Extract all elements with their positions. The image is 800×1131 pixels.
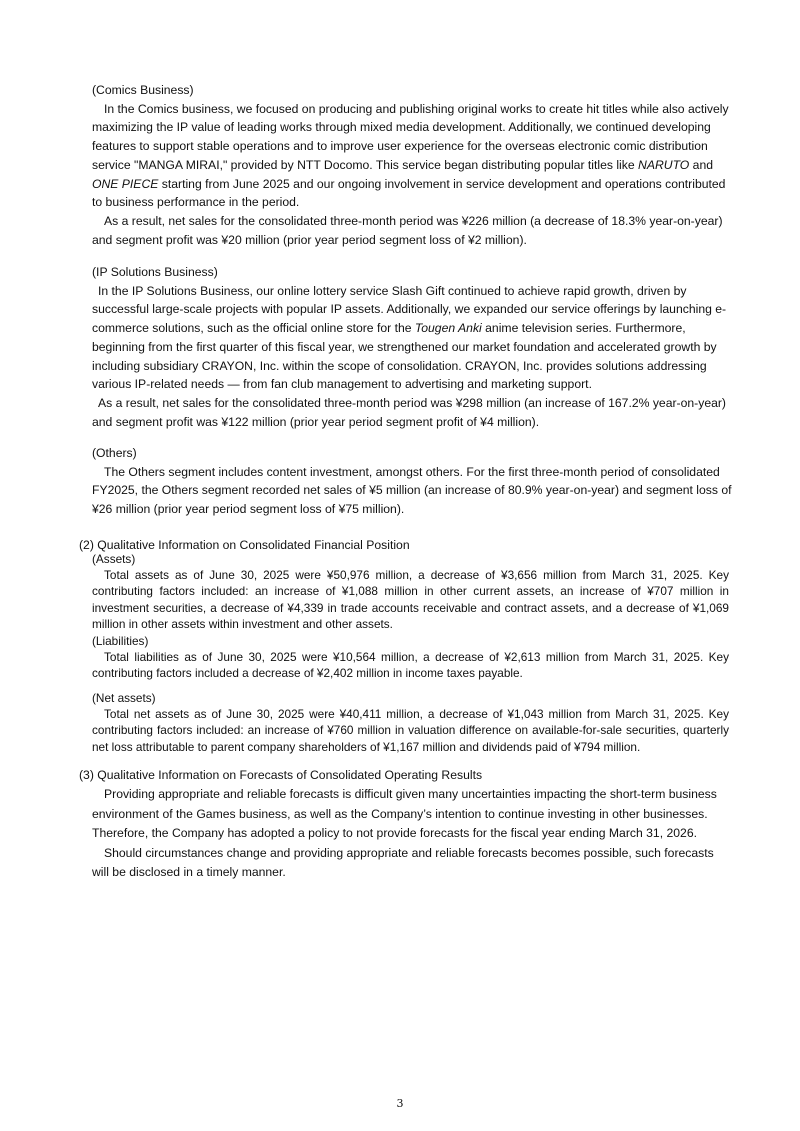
liabilities-text: Total liabilities as of June 30, 2025 were ¥10,564 million, a decrease of ¥2,613 million from March 31, 2025. Key contributing factors included a decrease of ¥2,402 million in income taxes payable. [92,650,729,681]
liabilities-heading: (Liabilities) [92,634,149,648]
ip-solutions-heading: (IP Solutions Business) [92,265,218,279]
comics-p1-and: and [689,157,714,172]
comics-paragraph-1 [92,100,732,212]
financial-position-heading: (2) Qualitative Information on Consolidated Financial Position [79,538,410,552]
assets-block [92,551,729,632]
ip-solutions-paragraph-2: As a result, net sales for the consolidated three-month period was ¥298 million (an increase of 167.2% year-on-year) and segment profit was ¥122 million (prior year period segment profit of ¥4 million). [92,395,726,429]
ip-solutions-paragraph-1 [92,282,732,394]
ip-p1-text-b: anime television series. Furthermore, beginning from the first quarter of this fiscal year, we strengthened our market foundation and accelerated growth by including subsidiary CRAYON, Inc. within the scope of consolidation. CRAYON, Inc. provides solutions addressing various IP-related needs — from fan club management to advertising and marketing support. [92,321,717,392]
liabilities-block [92,633,729,682]
title-tougen-anki: Tougen Anki [414,321,482,336]
forecasts-heading: (3) Qualitative Information on Forecasts of Consolidated Operating Results [79,768,483,782]
comics-p1-text-b: starting from June 2025 and our ongoing involvement in service development and operations contributed to business performance in the period. [92,176,726,210]
title-one-piece: ONE PIECE [92,176,159,191]
comics-business-section [92,81,732,249]
net-assets-block [92,690,729,755]
others-heading: (Others) [92,446,137,460]
comics-heading: (Comics Business) [92,83,194,97]
comics-p1-text-a: In the Comics business, we focused on producing and publishing original works to create hit titles while also actively maximizing the IP value of leading works through mixed media development. Additionally, we continued developing features to support stable operations and to improve user experience for the overseas electronic comic distribution service "MANGA MIRAI," provided by NTT Docomo. This service began distributing popular titles like [92,101,729,172]
page-number: 3 [396,1097,404,1110]
forecasts-paragraph-1: Providing appropriate and reliable forecasts is difficult given many uncertainties impacting the short-term business environment of the Games business, as well as the Company’s intention to continue investing in other businesses. Therefore, the Company has adopted a policy to not provide forecasts for the fiscal year ending March 31, 2026. [92,787,717,840]
ip-solutions-section [92,263,732,431]
ip-p1-text-a: In the IP Solutions Business, our online lottery service Slash Gift continued to achieve rapid growth, driven by successful large-scale projects with popular IP assets. Additionally, we expanded our service offerings by launching e-commerce solutions, such as the official online store for the [92,283,727,336]
net-assets-text: Total net assets as of June 30, 2025 were ¥40,411 million, a decrease of ¥1,043 million from March 31, 2025. Key contributing factors included: an increase of ¥760 million in valuation difference on available-for-sale securities, quarterly net loss attributable to parent company shareholders of ¥1,167 million and dividends paid of ¥794 million. [92,707,729,754]
others-section [92,444,732,519]
forecasts-paragraph-2: Should circumstances change and providing appropriate and reliable forecasts becomes possible, such forecasts will be disclosed in a timely manner. [92,845,714,879]
others-paragraph-1: The Others segment includes content investment, amongst others. For the first three-month period of consolidated FY2025, the Others segment recorded net sales of ¥5 million (an increase of 80.9% year-on-year) and segment loss of ¥26 million (prior year period segment loss of ¥75 million). [92,464,732,517]
net-assets-heading: (Net assets) [92,691,156,705]
assets-heading: (Assets) [92,552,136,566]
forecasts-section [92,785,732,883]
title-naruto: NARUTO [638,157,690,172]
comics-paragraph-2: As a result, net sales for the consolidated three-month period was ¥226 million (a decrease of 18.3% year-on-year) and segment profit was ¥20 million (prior year period segment loss of ¥2 million). [92,213,723,247]
assets-text: Total assets as of June 30, 2025 were ¥50,976 million, a decrease of ¥3,656 million from March 31, 2025. Key contributing factors included: an increase of ¥1,088 million in other current assets, an increase of ¥707 million in investment securities, a decrease of ¥4,339 in trade accounts receivable and contract assets, and a decrease of ¥1,069 million in other assets within investment and other assets. [92,568,729,631]
